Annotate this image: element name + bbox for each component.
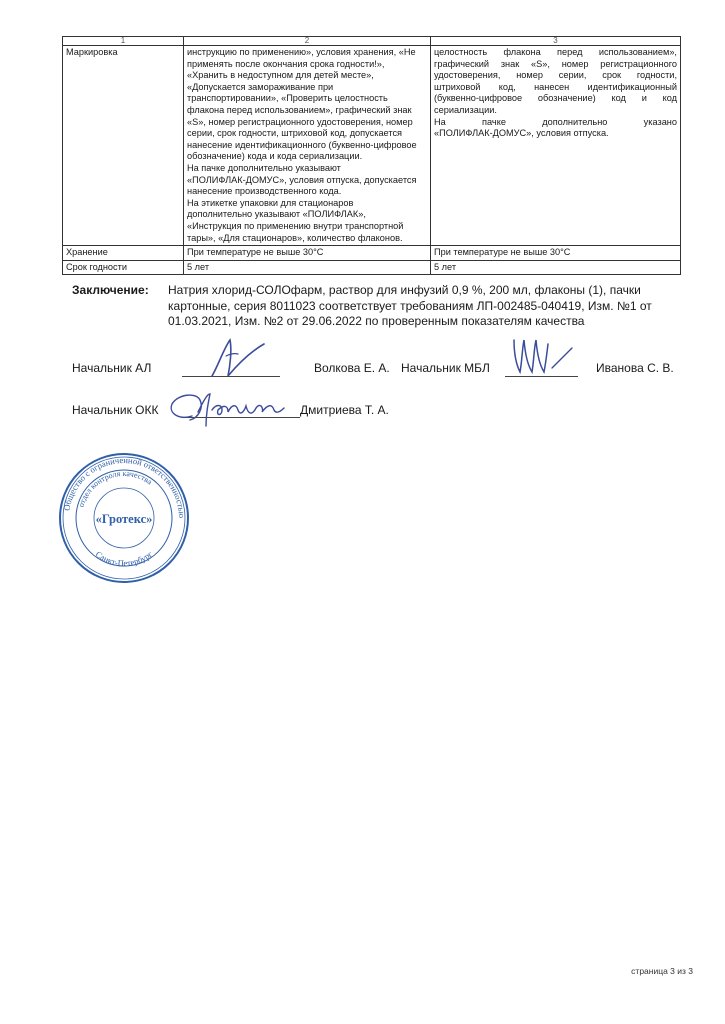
cell-line: «S», номер регистрационного удостоверения, номер bbox=[187, 116, 413, 127]
requirement-cell: 5 лет bbox=[184, 260, 431, 275]
column-number: 2 bbox=[184, 37, 431, 46]
conclusion-line: Натрия хлорид-СОЛОфарм, раствор для инфузий 0,9 %, 200 мл, флаконы (1), пачки bbox=[168, 283, 641, 297]
row-name: Срок годности bbox=[63, 260, 184, 275]
cell-line: «ПОЛИФЛАК-ДОМУС», условия отпуска, допускается bbox=[187, 174, 417, 185]
cell-line: «Хранить в недоступном для детей месте», bbox=[187, 70, 374, 81]
cell-line: нанесение идентификационного (буквенно-цифровое bbox=[187, 139, 417, 150]
cell-line: нанесение производственного кода. bbox=[187, 186, 342, 197]
cell-line: флакона перед использованием», графический знак bbox=[187, 104, 412, 115]
cell-line: На пачке дополнительно указывают bbox=[187, 162, 341, 173]
al-signature bbox=[208, 336, 268, 380]
column-number: 3 bbox=[431, 37, 681, 46]
conclusion-label: Заключение: bbox=[72, 283, 149, 297]
cell-line: сериализации. bbox=[434, 104, 497, 115]
cell-line: штриховой код, нанесен идентификационный bbox=[434, 81, 677, 92]
al-head-title: Начальник АЛ bbox=[72, 361, 152, 375]
okk-head-title: Начальник ОКК bbox=[72, 403, 159, 417]
cell-line: инструкцию по применению», условия хранения, «Не bbox=[187, 47, 416, 57]
column-number: 1 bbox=[63, 37, 184, 46]
cell-line: «Инструкция по применению внутри транспортной bbox=[187, 220, 404, 231]
row-name: Маркировка bbox=[63, 46, 184, 246]
cell-line: целостность флакона перед использованием», bbox=[434, 47, 677, 57]
stamp-bottom-text: Санкт-Петербург bbox=[93, 548, 155, 569]
okk-head-name: Дмитриева Т. А. bbox=[300, 403, 389, 417]
table-row bbox=[63, 46, 681, 246]
cell-line: применять после окончания срока годности!», bbox=[187, 58, 385, 69]
stamp-inner-text: отдел контроля качества bbox=[76, 468, 154, 509]
marking-requirement-cell bbox=[184, 46, 431, 246]
result-cell: 5 лет bbox=[431, 260, 681, 275]
conclusion-line: 01.03.2021, Изм. №2 от 29.06.2022 по проверенным показателям качества bbox=[168, 314, 585, 328]
table-header-row bbox=[63, 37, 681, 46]
marking-result-cell bbox=[431, 46, 681, 246]
spec-table bbox=[62, 36, 681, 275]
company-stamp bbox=[58, 452, 190, 584]
mbl-signature bbox=[508, 334, 578, 378]
okk-signature bbox=[162, 386, 292, 430]
cell-line: На пачке дополнительно указано bbox=[434, 116, 677, 127]
cell-line: На этикетке упаковки для стационаров bbox=[187, 197, 354, 208]
requirement-cell: При температуре не выше 30°С bbox=[184, 246, 431, 261]
cell-line: транспортировании», «Проверить целостность bbox=[187, 93, 388, 104]
stamp-center-text: «Гротекс» bbox=[95, 512, 153, 526]
table-row bbox=[63, 246, 681, 261]
conclusion-line: картонные, серия 8011023 соответствует требованиям ЛП-002485-040419, Изм. №1 от bbox=[168, 298, 652, 313]
stamp-outer-text: Общество с ограниченной ответственностью bbox=[61, 454, 188, 519]
result-cell: При температуре не выше 30°С bbox=[431, 246, 681, 261]
cell-line: «Допускается замораживание при bbox=[187, 81, 334, 92]
row-name: Хранение bbox=[63, 246, 184, 261]
cell-line: (буквенно-цифровое обозначение) код и код bbox=[434, 93, 677, 104]
cell-line: обозначение) кода и кода сериализации. bbox=[187, 151, 363, 162]
page-number: страница 3 из 3 bbox=[631, 966, 693, 976]
cell-line: тары», «Для стационаров», количество флаконов. bbox=[187, 232, 403, 243]
mbl-head-title: Начальник МБЛ bbox=[401, 361, 490, 375]
al-head-name: Волкова Е. А. bbox=[314, 361, 390, 375]
cell-line: «ПОЛИФЛАК-ДОМУС», условия отпуска. bbox=[434, 128, 609, 139]
cell-line: графический знак «S», номер регистрационного bbox=[434, 58, 677, 69]
cell-line: дополнительно указывают «ПОЛИФЛАК», bbox=[187, 209, 366, 220]
table-row bbox=[63, 260, 681, 275]
conclusion-text bbox=[168, 283, 684, 330]
cell-line: удостоверения, номер серии, срок годности, bbox=[434, 70, 677, 81]
mbl-head-name: Иванова С. В. bbox=[596, 361, 674, 375]
cell-line: серии, срок годности, штриховой код, допускается bbox=[187, 128, 403, 139]
